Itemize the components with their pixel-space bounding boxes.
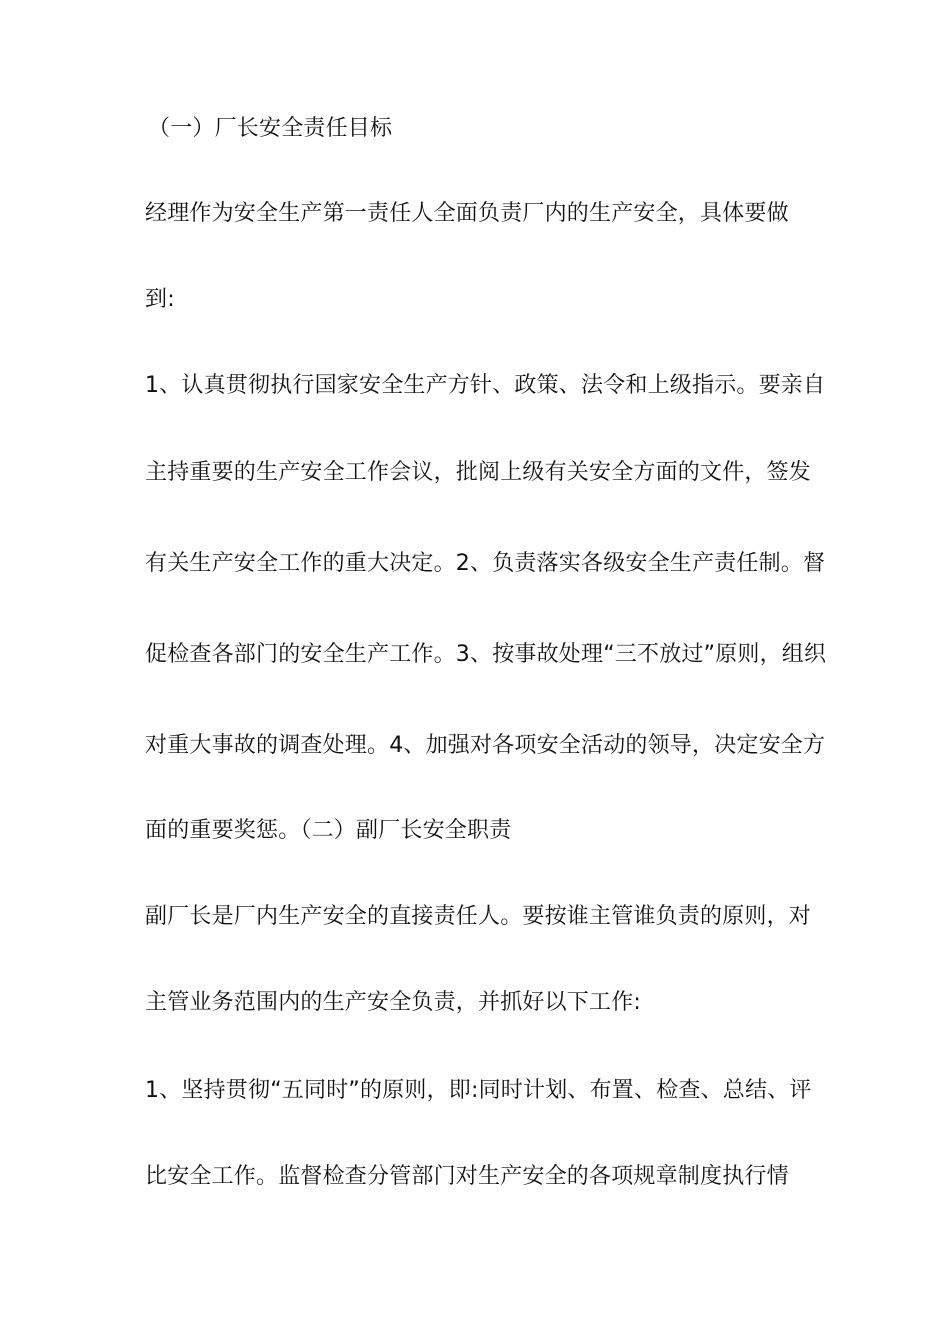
paragraph-line: 1、坚持贯彻“五同时”的原则，即:同时计划、布置、检查、总结、评	[145, 1078, 812, 1103]
paragraph-line: 到:	[145, 287, 175, 312]
paragraph-line: 主管业务范围内的生产安全负责，并抓好以下工作:	[145, 990, 642, 1015]
paragraph-line: 比安全工作。监督检查分管部门对生产安全的各项规章制度执行情	[145, 1164, 789, 1189]
paragraph-line: 促检查各部门的安全生产工作。3、按事故处理“三不放过”原则，组织	[145, 642, 827, 667]
paragraph-line: 主持重要的生产安全工作会议，批阅上级有关安全方面的文件，签发	[145, 460, 812, 485]
paragraph-line: 副厂长是厂内生产安全的直接责任人。要按谁主管谁负责的原则，对	[145, 904, 812, 929]
paragraph-line: 有关生产安全工作的重大决定。2、负责落实各级安全生产责任制。督	[145, 551, 826, 576]
paragraph-line: 面的重要奖惩。（二）副厂长安全职责	[145, 818, 512, 843]
paragraph-line: 对重大事故的调查处理。4、加强对各项安全活动的领导，决定安全方	[145, 733, 826, 758]
paragraph-line: 1、认真贯彻执行国家安全生产方针、政策、法令和上级指示。要亲自	[145, 373, 826, 398]
section-heading-factory-director: （一）厂长安全责任目标	[148, 116, 393, 141]
paragraph-line: 经理作为安全生产第一责任人全面负责厂内的生产安全，具体要做	[145, 201, 789, 226]
